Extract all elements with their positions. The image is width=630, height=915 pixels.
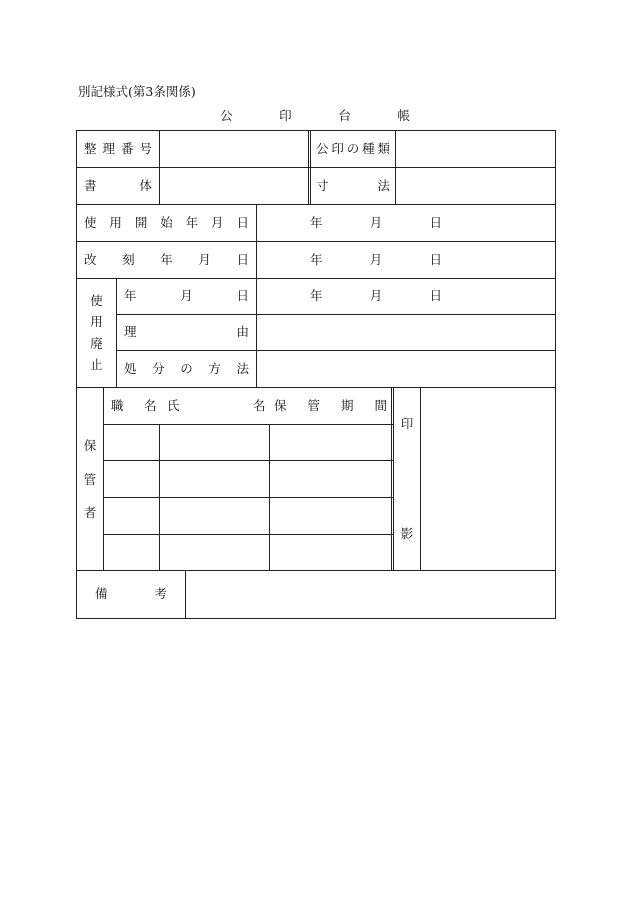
haishi-riyu-label: 理 由 xyxy=(124,324,249,340)
koin-shurui-field[interactable] xyxy=(396,131,555,167)
form-caption: 別記様式(第3条関係) xyxy=(78,84,196,99)
shotai-field[interactable] xyxy=(160,168,308,204)
table-row[interactable] xyxy=(104,425,391,460)
shoku-shimei-header: 職 名 氏 名 xyxy=(111,397,266,413)
shobun-hoho-field[interactable] xyxy=(257,351,555,387)
form-title: 公 印 台 帳 xyxy=(220,108,410,123)
shiyo-kaishi-label: 使 用 開 始 年 月 日 xyxy=(84,214,249,230)
sunpo-label: 寸 法 xyxy=(316,177,390,193)
shotai-label: 書 体 xyxy=(84,177,152,193)
shiyo-kaishi-date[interactable]: 年 月 日 xyxy=(310,214,442,230)
haishi-date-label: 年 月 日 xyxy=(124,288,249,304)
inei-label: 印 影 xyxy=(400,416,414,541)
shiyo-haishi-label: 使 用 廃 止 xyxy=(90,292,103,372)
table-row[interactable] xyxy=(104,535,391,570)
table-row[interactable] xyxy=(104,498,391,534)
haishi-date-value[interactable]: 年 月 日 xyxy=(310,288,442,304)
seiri-bango-label: 整 理 番 号 xyxy=(84,140,152,156)
hokan-kikan-header: 保 管 期 間 xyxy=(274,397,387,413)
kaikoku-date[interactable]: 年 月 日 xyxy=(310,251,442,267)
inei-field[interactable] xyxy=(421,388,555,570)
seiri-bango-field[interactable] xyxy=(160,131,308,167)
koin-shurui-label: 公 印 の 種 類 xyxy=(316,140,390,156)
table-row[interactable] xyxy=(104,461,391,497)
haishi-riyu-field[interactable] xyxy=(257,315,555,350)
biko-field[interactable] xyxy=(186,571,555,618)
hokansha-label: 保 管 者 xyxy=(83,438,97,521)
sunpo-field[interactable] xyxy=(396,168,555,204)
kaikoku-label: 改 刻 年 月 日 xyxy=(84,251,249,267)
biko-label: 備 考 xyxy=(95,586,167,602)
shobun-hoho-label: 処 分 の 方 法 xyxy=(124,360,249,376)
